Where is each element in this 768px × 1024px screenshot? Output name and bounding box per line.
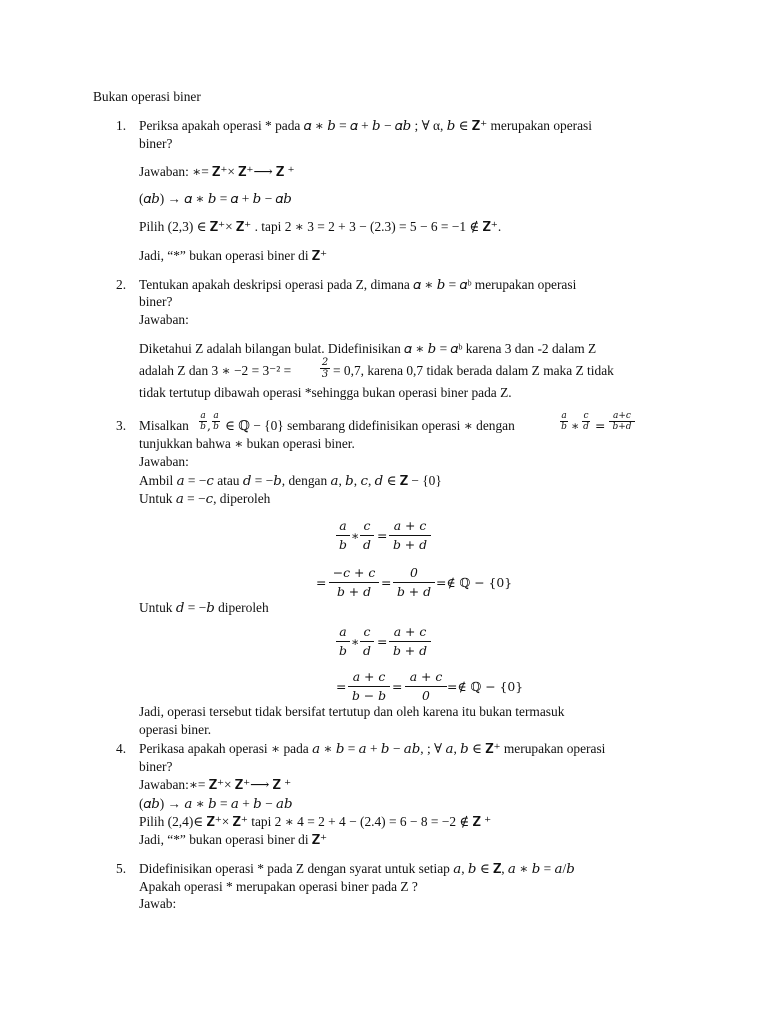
item-text: (𝛼𝑏) → 𝛼 ∗ 𝑏 = 𝛼 + 𝑏 − 𝛼𝑏 <box>139 191 292 206</box>
item-text: Ambil 𝑎 = −𝑐 atau 𝑑 = −𝑏, dengan 𝑎, 𝑏, 𝑐, 𝑑 ∈ 𝐙 − {0} <box>139 473 442 488</box>
item-number: 2. <box>116 277 127 292</box>
item-text: ∈ ℚ − {0} sembarang didefinisikan operasi ∗ dengan <box>225 418 515 433</box>
item-text: tidak tertutup dibawah operasi *sehingga bukan operasi biner pada Z. <box>139 385 512 400</box>
item-text: Jawaban:∗= 𝐙⁺× 𝐙⁺⟶ 𝐙 ⁺ <box>139 777 292 792</box>
small-fraction: a b <box>200 411 206 432</box>
star-operator: ∗ <box>571 418 580 433</box>
item-text: Pilih (2,4)∈ 𝐙⁺× 𝐙⁺ tapi 2 ∗ 4 = 2 + 4 − (2.4) = 6 − 8 = −2 ∉ 𝐙 ⁺ <box>139 814 492 829</box>
item-number: 3. <box>116 418 127 433</box>
equals-sign: = <box>377 528 388 543</box>
fraction-c-d: c d <box>360 518 374 553</box>
item-text: Jadi, “*” bukan operasi biner di 𝐙⁺ <box>139 248 328 263</box>
item-text: Pilih (2,3) ∈ 𝐙⁺× 𝐙⁺ . tapi 2 ∗ 3 = 2 + 3 − (2.3) = 5 − 6 = −1 ∉ 𝐙⁺. <box>139 219 502 234</box>
item-text: Untuk 𝑎 = −𝑐, diperoleh <box>139 491 271 506</box>
item-text: Jawaban: <box>139 312 189 327</box>
fraction-a-b: a b <box>336 624 350 659</box>
equals-sign: = <box>377 634 388 649</box>
item-text: Periksa apakah operasi * pada 𝛼 ∗ 𝑏 = 𝛼 + 𝑏 − 𝛼𝑏 ; ∀ α, 𝑏 ∈ 𝐙⁺ merupakan operasi <box>139 118 592 133</box>
item-text: Jadi, operasi tersebut tidak bersifat tertutup dan oleh karena itu bukan termasuk <box>139 704 565 719</box>
small-fraction: a b <box>213 411 219 432</box>
small-fraction: a b <box>561 411 567 432</box>
fraction-sum: a + c b + d <box>389 624 431 659</box>
item-text: biner? <box>139 294 173 309</box>
item-text: = 0,7, karena 0,7 tidak berada dalam Z maka Z tidak <box>333 363 614 378</box>
star-operator: ∗ <box>351 634 360 649</box>
item-text: Tentukan apakah deskripsi operasi pada Z, dimana 𝛼 ∗ 𝑏 = 𝛼ᵇ merupakan operasi <box>139 277 577 292</box>
item-number: 1. <box>116 118 127 133</box>
item-text: Jawaban: <box>139 454 189 469</box>
equals-sign: = <box>392 679 403 694</box>
fraction: −c + c b + d <box>329 565 379 600</box>
item-text: Untuk 𝑑 = −𝑏 diperoleh <box>139 600 269 615</box>
small-fraction: c d <box>583 411 589 432</box>
item-text: biner? <box>139 136 173 151</box>
fraction-a-b: a b <box>336 518 350 553</box>
equation-tail: =∉ ℚ − {0} <box>436 575 513 590</box>
item-text: (𝛼𝑏) → 𝑎 ∗ 𝑏 = 𝑎 + 𝑏 − 𝑎𝑏 <box>139 796 293 811</box>
fraction-two-thirds: 2 3 <box>321 357 329 380</box>
equals-sign: = <box>595 418 606 433</box>
fraction: a + c 0 <box>405 669 447 704</box>
equation-tail: =∉ ℚ − {0} <box>447 679 524 694</box>
item-text: biner? <box>139 759 173 774</box>
item-text: Apakah operasi * merupakan operasi biner pada Z ? <box>139 879 418 894</box>
star-operator: ∗ <box>351 528 360 543</box>
equals-sign: = <box>336 679 347 694</box>
item-text: Jawab: <box>139 896 177 911</box>
fraction: 0 b + d <box>393 565 435 600</box>
item-text: Misalkan <box>139 418 189 433</box>
item-text: Perikasa apakah operasi ∗ pada 𝑎 ∗ 𝑏 = 𝑎 + 𝑏 − 𝑎𝑏, ; ∀ 𝑎, 𝑏 ∈ 𝐙⁺ merupakan operasi <box>139 741 606 756</box>
item-text: Didefinisikan operasi * pada Z dengan syarat untuk setiap 𝑎, 𝑏 ∈ 𝐙, 𝑎 ∗ 𝑏 = 𝑎/𝑏 <box>139 861 575 876</box>
fraction-c-d: c d <box>360 624 374 659</box>
item-number: 5. <box>116 861 127 876</box>
equals-sign: = <box>381 575 392 590</box>
fraction-sum: a + c b + d <box>389 518 431 553</box>
item-text: Jawaban: ∗= 𝐙⁺× 𝐙⁺⟶ 𝐙 ⁺ <box>139 164 295 179</box>
item-text: Diketahui Z adalah bilangan bulat. Didefinisikan 𝛼 ∗ 𝑏 = 𝛼ᵇ karena 3 dan -2 dalam Z <box>139 341 597 356</box>
item-text: adalah Z dan 3 ∗ −2 = 3⁻² = <box>139 363 292 378</box>
document-heading: Bukan operasi biner <box>93 89 201 104</box>
comma: , <box>207 418 211 433</box>
fraction: a + c b − b <box>348 669 390 704</box>
item-number: 4. <box>116 741 127 756</box>
small-fraction: a+c b+d <box>609 411 635 432</box>
item-text: Jadi, “*” bukan operasi biner di 𝐙⁺ <box>139 832 328 847</box>
item-text: tunjukkan bahwa ∗ bukan operasi biner. <box>139 436 355 451</box>
equals-sign: = <box>316 575 327 590</box>
item-text: operasi biner. <box>139 722 212 737</box>
